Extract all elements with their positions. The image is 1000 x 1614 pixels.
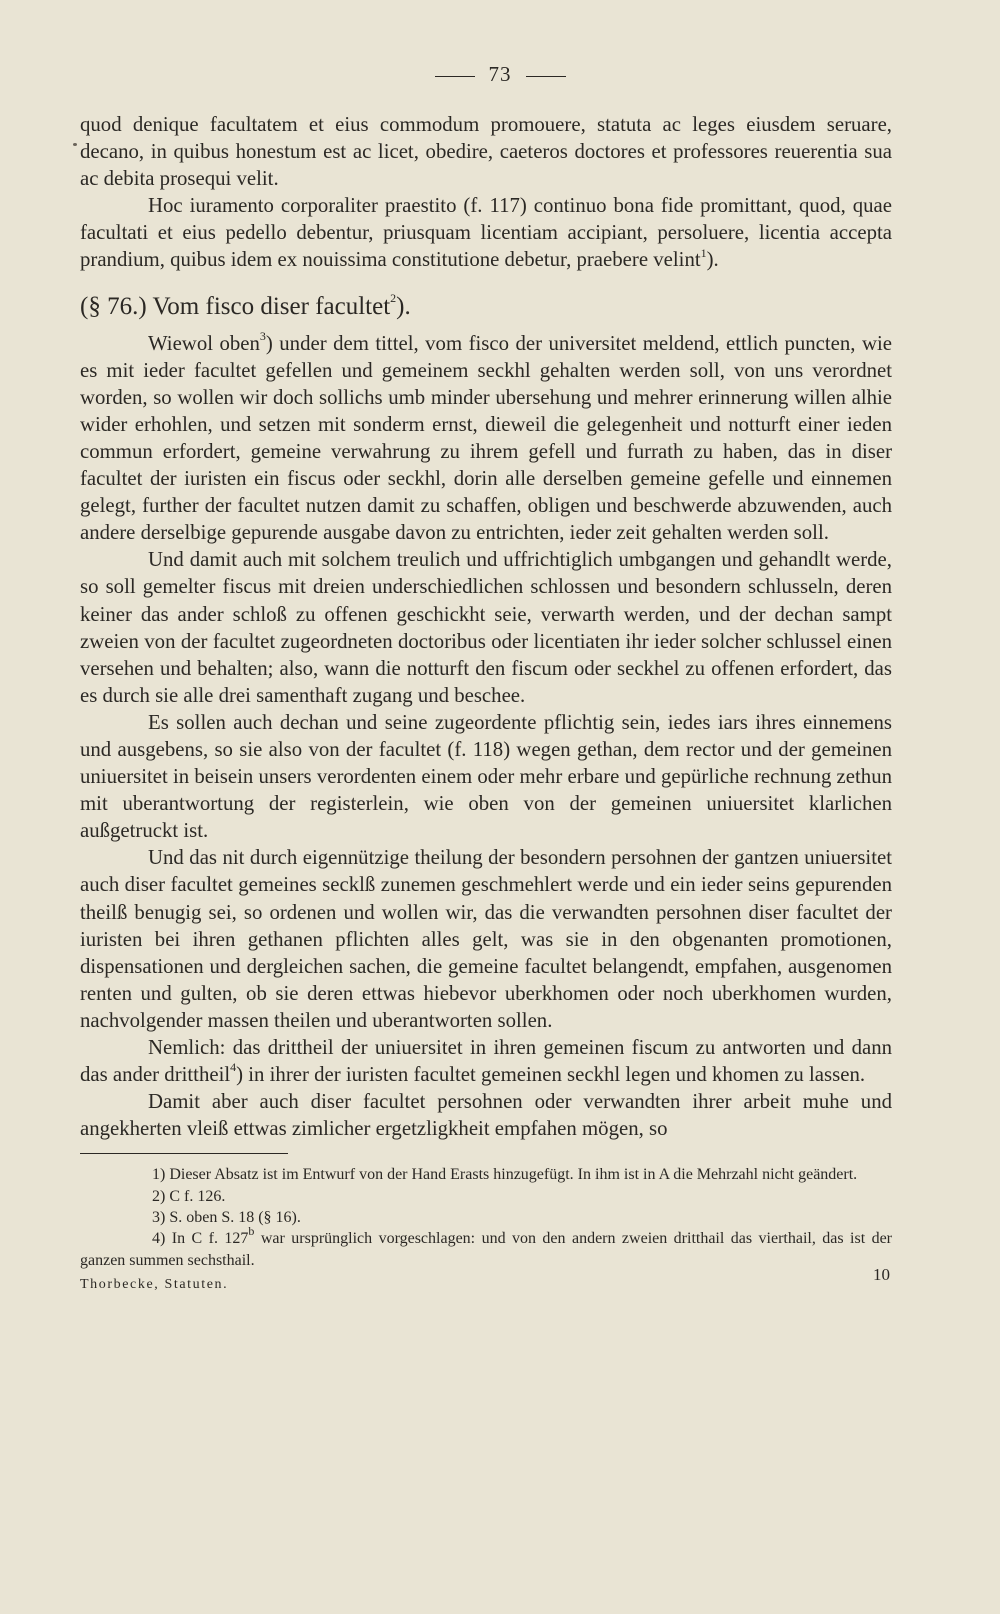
paragraph-locks: Und damit auch mit solchem treulich und uffrichtiglich umbgangen und gehandlt werde, so soll gemelter fiscus mit dreien underschiedlichen schlossen und besondern schlusseln, deren keiner das ander schloß zu offenen geschickht seie, verwarth werden, und der dechan sampt zweien von der facultet zugeordneten doctoribus oder licentiaten ihr ieder solcher schlussel einen versehen und behalten; also, wann die notturft den fiscum oder seckhel zu offenen erfordert, das es durch sie alle drei samenthaft zugang und beschee. — [80, 548, 892, 707]
paragraph-fiscus-intro — [80, 330, 892, 547]
header-dash-left — [435, 76, 475, 77]
paragraph-oath-payment — [80, 192, 892, 273]
footnotes — [80, 1164, 892, 1270]
main-text — [80, 111, 892, 1142]
paragraph-reward: Damit aber auch diser facultet persohnen oder verwandten ihrer arbeit muhe und angekherten vleiß ettwas zimlicher ergetzligkheit empfahen mögen, so — [80, 1090, 892, 1141]
footnote-3: 3) S. oben S. 18 (§ 16). — [152, 1208, 301, 1226]
footnote-marker: 3 — [259, 328, 266, 343]
page-footer — [80, 1264, 892, 1303]
paragraph-text: Nemlich: das drittheil der uniuersitet in ihren gemeinen fiscum zu antworten und dann das ander drittheil — [80, 1036, 892, 1087]
header-dash-right — [526, 76, 566, 77]
signature-mark: Thorbecke, Statuten. — [80, 1276, 229, 1292]
section-title: Vom fisco diser facultet — [152, 292, 391, 320]
footnote-divider — [80, 1153, 288, 1154]
paragraph-oath-end: quod denique facultatem et eius commodum promouere, statuta ac leges eiusdem seruare, decano, in quibus honestum est ac licet, obedire, caeteros doctores et professores reuerentia sua ac debita prosequi velit. — [80, 113, 892, 191]
page-number: 73 — [488, 62, 512, 86]
folio-side: b — [248, 1223, 255, 1238]
paragraph-text: Wiewol oben — [148, 331, 260, 355]
footnote-2: 2) C f. 126. — [152, 1187, 226, 1205]
footnote-marker: 4 — [230, 1060, 237, 1075]
section-tail: ). — [396, 292, 411, 320]
section-number: (§ 76.) — [80, 292, 147, 320]
paragraph-accounts: Es sollen auch dechan und seine zugeordente pflichtig sein, iedes iars ihres einnemens und ausgebens, so sie also von der facultet (f. 118) wegen gethan, dem rector und der gemeinen uniuersitet in beisein unsers verordenten einem oder mehr erbare und gepürliche rechnung zethun mit uberantwortung der registerlein, wie oben von der gemeinen uniuersitet klarlichen außgetruckt ist. — [80, 710, 892, 843]
page-header — [80, 62, 892, 87]
footnote-4 — [80, 1223, 893, 1271]
footnote-text: 4) In C f. 127 — [152, 1230, 249, 1248]
paragraph-thirds — [80, 1034, 892, 1088]
paragraph-tail: ). — [706, 248, 719, 272]
paragraph-text: Hoc iuramento corporaliter praestito (f. 117) continuo bona fide promittant, quod, quae facultati et eius pedello debentur, priusquam licentiam accipiant, persoluere, licentia accepta prandium, quibus idem ex nouissima constitutione debetur, praebere velint — [80, 194, 892, 272]
sheet-number: 10 — [873, 1264, 890, 1284]
section-heading — [80, 290, 892, 324]
paragraph-tail: ) under dem tittel, vom fisco der universitet meldend, ettlich puncten, wie es mit ieder facultet gefellen und gemeinem seckhl gehalten werden soll, von uns verordnet worden, so wollen wir doch sollichs umb minder ubersehung und mehrer erinnerung willen alhie wider erhohlen, und setzen mit sonderm ernst, dieweil die gelegenheit und notturft einer ieden commun erfordert, gemeine verwahrung zu ihrem gefell und furrath zu haben, das in diser facultet der iuristen ein fiscus oder seckhl, dorin alle derselben gemeine gefelle und einnemen gelegt, further der facultet nutzen damit zu schaffen, obligen und beschwerde abzuwenden, auch andere derselbige gepurende ausgabe davon zu entrichten, ieder zeit gehalten werden soll. — [80, 331, 892, 545]
paragraph-tail: ) in ihrer der iuristen facultet gemeinen seckhl legen und khomen zu lassen. — [236, 1063, 866, 1087]
footnote-tail: war ursprünglich vorgeschlagen: und von den andern zweien dritthail das vierthail, das ist der ganzen summen sechsthail. — [80, 1230, 893, 1269]
footnote-1: 1) Dieser Absatz ist im Entwurf von der Hand Erasts hinzugefügt. In ihm ist in A die Mehrzahl nicht geändert. — [152, 1166, 858, 1184]
footnote-marker: 2 — [390, 291, 397, 306]
paragraph-division: Und das nit durch eigennützige theilung der besondern persohnen der gantzen uniuersitet auch diser facultet gemeines secklß zunemen geschmehlert werde und ein ieder seins gepurenden theilß benugig sei, so ordenen und wollen wir, das die verwandten persohnen diser facultet der iuristen bei ihren gethanen pflichten alles gelt, was sie in den obgenanten promotionen, dispensationen und dergleichen sachen, die gemeine facultet belangendt, empfahen, ausgenomen renten und gulten, ob sie deren ettwas hiebevor uberkhomen oder noch uberkhomen wurden, nachvolgender massen theilen und uberantworten sollen. — [80, 846, 892, 1032]
footnote-marker: 1 — [700, 245, 707, 260]
print-speck — [73, 143, 77, 146]
